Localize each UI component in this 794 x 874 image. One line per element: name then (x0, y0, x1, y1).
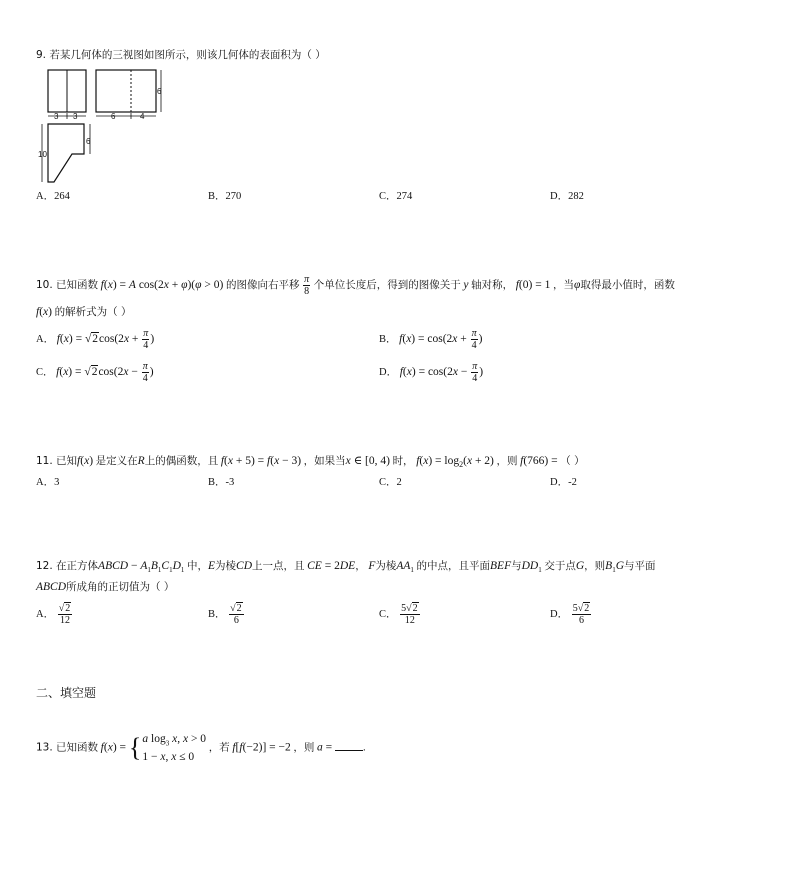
q13-stem: 13. 已知函数 f(x) = { a $\log_3 x$, x > 0 1 − x, x ≤ 0 ，若 f[f(−2)] = −2 ，则 a = . (36, 733, 366, 764)
q10-option-c: C． f(x) = √2cos(2x − $\frac{\pi}{4}$ ) (36, 361, 154, 384)
q10-stem-line2: f(x) 的解析式为（ ） (36, 306, 132, 318)
q9-option-b: B．270 (208, 191, 242, 202)
front-label-b: 3 (73, 112, 78, 121)
top-view (38, 124, 91, 182)
q11-option-b: B．-3 (208, 477, 235, 488)
q12-option-b: B． $\frac{√2}{6}$ (208, 603, 242, 626)
front-label-a: 3 (54, 112, 59, 121)
q9-option-a: A．264 (36, 191, 70, 202)
q11-stem: 11. 已知f(x) 是定义在R上的偶函数，且 f(x + 5) = f(x − 3) ，如果当x ∈ [0, 4) 时， $f(x) = \log_2(x + 2)$ ，则 f(766) = （ ） (36, 455, 585, 470)
q12-option-a: A． $\frac{√2}{12}$ (36, 603, 71, 626)
q10-option-b: B． f(x) = cos(2x + $\frac{\pi}{4}$ ) (379, 328, 483, 351)
q10-number: 10. 已知函数 (36, 279, 99, 291)
q10-option-d: D． f(x) = cos(2x − $\frac{\pi}{4}$ ) (379, 361, 484, 384)
q12-option-d: D． $\frac{5√2}{6}$ (550, 603, 590, 626)
section-title: 二、填空题 (36, 686, 97, 700)
side-label-w1: 6 (111, 112, 116, 121)
q9-three-view-figure (36, 64, 176, 190)
q9-option-c: C．274 (379, 191, 413, 202)
q11-option-d: D．-2 (550, 477, 577, 488)
q11-option-a: A．3 (36, 477, 60, 488)
q12-stem: 12. 在正方体ABCD − $A_1B_1C_1D_1$ 中，E为棱CD上一点，且 CE = 2DE， F为棱$AA_1$ 的中点，且平面BEF与$DD_1$ 交于点G，则$B_1G$与平面 (36, 560, 656, 575)
q12-stem-line2: ABCD所成角的正切值为（ ） (36, 581, 175, 593)
q9-option-d: D．282 (550, 191, 584, 202)
q9-stem: 9. 若某几何体的三视图如图所示，则该几何体的表面积为（ ） (36, 49, 326, 61)
side-label-w2: 4 (140, 112, 145, 121)
q10-stem: 10. 已知函数 f(x) = A cos(2x + φ)(φ > 0) 的图像向右平移 $\frac{\pi}{8}$ 个单位长度后，得到的图像关于 y 轴对称， f(0) = 1 ，当φ取得最小值时，函数 (36, 274, 675, 298)
top-label-h2: 6 (86, 137, 91, 146)
q10-option-a: A． f(x) = √2cos(2x + $\frac{\pi}{4}$ ) (36, 328, 155, 351)
answer-blank[interactable] (335, 740, 363, 751)
side-label-h: 6 (157, 87, 162, 96)
top-label-h1: 10 (38, 150, 47, 159)
q11-option-c: C．2 (379, 477, 402, 488)
q12-option-c: C． $\frac{5√2}{12}$ (379, 603, 418, 626)
front-view (48, 70, 86, 121)
side-view (96, 70, 162, 121)
